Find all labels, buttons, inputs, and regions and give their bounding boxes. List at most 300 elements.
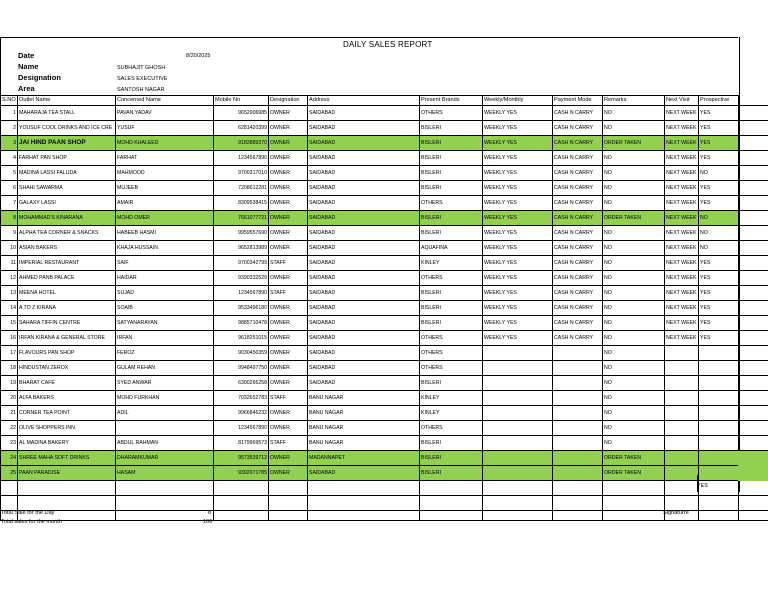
highlight-extension xyxy=(738,451,768,481)
table-row xyxy=(1,406,739,421)
next-visit-cell: NEXT WEEK xyxy=(665,241,699,256)
mobile-cell: 9948497750 xyxy=(214,361,269,376)
remarks-cell: NO xyxy=(603,376,665,391)
grid-extension-line xyxy=(738,135,768,136)
address-cell: SAIDABAD xyxy=(308,346,420,361)
frequency-cell xyxy=(483,406,553,421)
payment-cell: CASH N CARRY xyxy=(553,121,603,136)
frequency-cell: WEEKLY YES xyxy=(483,106,553,121)
mobile-cell: 9533496180 xyxy=(214,301,269,316)
prospective-cell: YES xyxy=(699,331,739,346)
designation-cell: OWNER xyxy=(269,166,308,181)
outlet-cell: A TO Z KIRANA xyxy=(18,301,116,316)
designation-cell: OWNER xyxy=(269,241,308,256)
brand-cell: BISLERI xyxy=(420,301,483,316)
prospective-cell: YES xyxy=(699,286,739,301)
address-cell: SAIDABAD xyxy=(308,151,420,166)
date-label: Date xyxy=(18,51,35,60)
outlet-cell: ALFA BAKERS xyxy=(18,391,116,406)
prospective-cell: NO xyxy=(699,211,739,226)
prospective-cell: YES xyxy=(699,301,739,316)
prospective-cell: YES xyxy=(699,316,739,331)
designation-cell: OWNER xyxy=(269,361,308,376)
concerned-cell: ADIL xyxy=(116,406,214,421)
column-header: Remarks xyxy=(603,96,665,106)
name-label: Name xyxy=(18,62,39,71)
payment-cell xyxy=(553,451,603,466)
mobile-cell: 6281420399 xyxy=(214,121,269,136)
empty-cell xyxy=(18,496,116,511)
address-cell: SAIDABAD xyxy=(308,121,420,136)
address-cell: SAIDABAD xyxy=(308,301,420,316)
designation-cell: OWNER xyxy=(269,196,308,211)
next-visit-cell: NEXT WEEK xyxy=(665,271,699,286)
serial-cell: 6 xyxy=(1,181,18,196)
remarks-cell: NO xyxy=(603,106,665,121)
payment-cell: CASH N CARRY xyxy=(553,256,603,271)
payment-cell: CASH N CARRY xyxy=(553,136,603,151)
prospective-cell xyxy=(699,406,739,421)
serial-cell: 18 xyxy=(1,361,18,376)
outlet-cell: AL MADINA BAKERY xyxy=(18,436,116,451)
table-row xyxy=(1,211,739,226)
concerned-cell: GULAM REHAN xyxy=(116,361,214,376)
next-visit-cell xyxy=(665,361,699,376)
frequency-cell: WEEKLY YES xyxy=(483,226,553,241)
payment-cell xyxy=(553,436,603,451)
remarks-cell: NO xyxy=(603,421,665,436)
payment-cell: CASH N CARRY xyxy=(553,301,603,316)
concerned-cell: SOAIB xyxy=(116,301,214,316)
table-row xyxy=(1,301,739,316)
mobile-cell: 9959557690 xyxy=(214,226,269,241)
outlet-cell: AHMED PANB PALACE xyxy=(18,271,116,286)
brand-cell: BISLERI xyxy=(420,376,483,391)
concerned-cell: MOHD KHALEED xyxy=(116,136,214,151)
frequency-cell xyxy=(483,421,553,436)
total-day-value: 8 xyxy=(208,510,212,516)
table-row xyxy=(1,331,739,346)
outlet-cell: FARHAT PAN SHOP xyxy=(18,151,116,166)
address-cell: SAIDABAD xyxy=(308,466,420,481)
remarks-cell: NO xyxy=(603,241,665,256)
table-row xyxy=(1,271,739,286)
grid-extension-line xyxy=(738,345,768,346)
outlet-cell: CORNER TEA POINT xyxy=(18,406,116,421)
frequency-cell: WEEKLY YES xyxy=(483,256,553,271)
brand-cell: KINLEY xyxy=(420,406,483,421)
payment-cell: CASH N CARRY xyxy=(553,166,603,181)
remarks-cell: ORDER TAKEN xyxy=(603,451,665,466)
next-visit-cell: NEXT WEEK xyxy=(665,226,699,241)
designation-cell: OWNER xyxy=(269,301,308,316)
grid-extension-line xyxy=(738,225,768,226)
concerned-cell: MUJEEB xyxy=(116,181,214,196)
concerned-cell xyxy=(116,421,214,436)
brand-cell: BISLERI xyxy=(420,466,483,481)
brand-cell: AQUAFINA xyxy=(420,241,483,256)
next-visit-cell: NEXT WEEK xyxy=(665,166,699,181)
concerned-cell: MAHMOOD xyxy=(116,166,214,181)
empty-cell xyxy=(699,511,739,521)
next-visit-cell xyxy=(665,406,699,421)
address-cell: SAIDABAD xyxy=(308,361,420,376)
next-visit-cell: NEXT WEEK xyxy=(665,301,699,316)
table-row xyxy=(1,391,739,406)
designation-cell: OWNER xyxy=(269,421,308,436)
serial-cell: 16 xyxy=(1,331,18,346)
grid-extension-line xyxy=(738,255,768,256)
mobile-cell: 1234567890 xyxy=(214,286,269,301)
next-visit-cell xyxy=(665,451,699,466)
empty-cell xyxy=(483,481,553,496)
concerned-cell: ABDUL RAHMAN xyxy=(116,436,214,451)
grid-extension-line xyxy=(738,240,768,241)
mobile-cell: 9700342799 xyxy=(214,256,269,271)
next-visit-cell: NEXT WEEK xyxy=(665,256,699,271)
concerned-cell: FARHAT xyxy=(116,151,214,166)
address-cell: SAIDABAD xyxy=(308,271,420,286)
frequency-cell xyxy=(483,451,553,466)
table-row xyxy=(1,181,739,196)
column-header: Concerned Name xyxy=(116,96,214,106)
date-value: 8/20/2025 xyxy=(186,53,211,59)
frequency-cell: WEEKLY YES xyxy=(483,136,553,151)
grid-extension-line xyxy=(738,195,768,196)
grid-extension-line xyxy=(738,375,768,376)
designation-cell: STAFF xyxy=(269,391,308,406)
serial-cell: 15 xyxy=(1,316,18,331)
frequency-cell xyxy=(483,436,553,451)
mobile-cell: 7032652783 xyxy=(214,391,269,406)
concerned-cell: IRFAN xyxy=(116,331,214,346)
payment-cell xyxy=(553,376,603,391)
empty-cell xyxy=(553,496,603,511)
grid-extension-line xyxy=(738,510,768,511)
frequency-cell xyxy=(483,466,553,481)
prospective-cell: YES xyxy=(699,196,739,211)
brand-cell: BISLERI xyxy=(420,121,483,136)
payment-cell: CASH N CARRY xyxy=(553,211,603,226)
prospective-cell xyxy=(699,391,739,406)
empty-cell xyxy=(214,496,269,511)
empty-cell xyxy=(553,511,603,521)
frequency-cell: WEEKLY YES xyxy=(483,286,553,301)
grid-extension-line xyxy=(738,210,768,211)
designation-cell: OWNER xyxy=(269,181,308,196)
grid-extension-line xyxy=(738,150,768,151)
remarks-cell: NO xyxy=(603,346,665,361)
prospective-cell xyxy=(699,421,739,436)
table-row xyxy=(1,106,739,121)
concerned-cell: HAIDAR xyxy=(116,271,214,286)
empty-cell xyxy=(214,481,269,496)
table-row xyxy=(1,421,739,436)
table-row xyxy=(1,196,739,211)
report-title: DAILY SALES REPORT xyxy=(343,40,433,49)
frequency-cell: WEEKLY YES xyxy=(483,166,553,181)
outlet-cell: MEENA HOTEL xyxy=(18,286,116,301)
payment-cell xyxy=(553,406,603,421)
prospective-cell: NO xyxy=(699,241,739,256)
empty-cell xyxy=(420,481,483,496)
designation-cell: STAFF xyxy=(269,256,308,271)
payment-cell: CASH N CARRY xyxy=(553,316,603,331)
address-cell: SAIDABAD xyxy=(308,166,420,181)
empty-cell xyxy=(603,511,665,521)
prospective-cell xyxy=(699,346,739,361)
column-header: Mobile No xyxy=(214,96,269,106)
address-cell: BANU NAGAR xyxy=(308,406,420,421)
total-day-label: Total Sale for the Day xyxy=(1,510,55,516)
serial-cell: 13 xyxy=(1,286,18,301)
concerned-cell: MOHD FURKHAN xyxy=(116,391,214,406)
serial-cell: 2 xyxy=(1,121,18,136)
prospective-cell xyxy=(699,436,739,451)
grid-extension-line xyxy=(738,270,768,271)
outlet-cell: SAHARA TIFFIN CENTRE xyxy=(18,316,116,331)
designation-label: Designation xyxy=(18,73,61,82)
table-row xyxy=(1,346,739,361)
table-row xyxy=(1,451,739,466)
designation-cell: OWNER xyxy=(269,151,308,166)
address-cell: BANU NAGAR xyxy=(308,436,420,451)
empty-cell xyxy=(269,511,308,521)
brand-cell: OTHERS xyxy=(420,106,483,121)
next-visit-cell xyxy=(665,391,699,406)
prospective-cell: YES xyxy=(699,256,739,271)
designation-cell: OWNER xyxy=(269,406,308,421)
outlet-cell: FLAVOURS PAN SHOP xyxy=(18,346,116,361)
outlet-cell: ASIAN BAKERS xyxy=(18,241,116,256)
table-row xyxy=(1,361,739,376)
prospective-cell: YES xyxy=(699,151,739,166)
mobile-cell: 9573539712 xyxy=(214,451,269,466)
designation-cell: STAFF xyxy=(269,436,308,451)
mobile-cell: 7208612281 xyxy=(214,181,269,196)
table-row xyxy=(1,466,739,481)
next-visit-cell: NEXT WEEK xyxy=(665,181,699,196)
trailing-yes: YES xyxy=(697,483,708,489)
serial-cell: 17 xyxy=(1,346,18,361)
concerned-cell: HABEEB HASMI xyxy=(116,226,214,241)
outlet-cell: SHAHI SAWARMA xyxy=(18,181,116,196)
empty-cell xyxy=(420,496,483,511)
remarks-cell: NO xyxy=(603,256,665,271)
grid-extension-line xyxy=(738,300,768,301)
designation-cell: OWNER xyxy=(269,331,308,346)
next-visit-cell xyxy=(665,421,699,436)
column-header: Payment Mode xyxy=(553,96,603,106)
mobile-cell: 9652813989 xyxy=(214,241,269,256)
empty-cell xyxy=(308,481,420,496)
frequency-cell: WEEKLY YES xyxy=(483,301,553,316)
designation-cell: OWNER xyxy=(269,106,308,121)
serial-cell: 8 xyxy=(1,211,18,226)
outlet-cell: HINDUSTAN ZEROX xyxy=(18,361,116,376)
next-visit-cell xyxy=(665,466,699,481)
concerned-cell: FEROZ xyxy=(116,346,214,361)
frequency-cell xyxy=(483,346,553,361)
payment-cell xyxy=(553,391,603,406)
serial-cell: 25 xyxy=(1,466,18,481)
brand-cell: BISLERI xyxy=(420,211,483,226)
next-visit-cell xyxy=(665,376,699,391)
brand-cell: KINLEY xyxy=(420,256,483,271)
designation-cell: OWNER xyxy=(269,451,308,466)
address-cell: BANU NAGAR xyxy=(308,391,420,406)
empty-cell xyxy=(116,481,214,496)
column-header: Outlet Name xyxy=(18,96,116,106)
mobile-cell: 9966846232 xyxy=(214,406,269,421)
concerned-cell: DHARAMKUMAR xyxy=(116,451,214,466)
brand-cell: BISLERI xyxy=(420,286,483,301)
serial-cell: 7 xyxy=(1,196,18,211)
brand-cell: BISLERI xyxy=(420,226,483,241)
area-value: SANTOSH NAGAR xyxy=(117,87,165,93)
designation-cell: OWNER xyxy=(269,346,308,361)
frequency-cell xyxy=(483,376,553,391)
concerned-cell: PAVAN YADAV xyxy=(116,106,214,121)
designation-cell: OWNER xyxy=(269,466,308,481)
outlet-cell: IMPERIAL RESTAURANT xyxy=(18,256,116,271)
payment-cell xyxy=(553,421,603,436)
prospective-cell: YES xyxy=(699,136,739,151)
empty-cell xyxy=(665,496,699,511)
serial-cell: 3 xyxy=(1,136,18,151)
grid-extension-line xyxy=(738,405,768,406)
remarks-cell: NO xyxy=(603,301,665,316)
outlet-cell: YOUSUF COOL DRINKS AND ICE CRE xyxy=(18,121,116,136)
remarks-cell: ORDER TAKEN xyxy=(603,466,665,481)
concerned-cell: AMAIR xyxy=(116,196,214,211)
grid-extension-line xyxy=(738,495,768,496)
frequency-cell: WEEKLY YES xyxy=(483,181,553,196)
serial-cell: 19 xyxy=(1,376,18,391)
remarks-cell: NO xyxy=(603,436,665,451)
table-row xyxy=(1,121,739,136)
serial-cell: 14 xyxy=(1,301,18,316)
payment-cell: CASH N CARRY xyxy=(553,106,603,121)
brand-cell: OTHERS xyxy=(420,421,483,436)
empty-cell xyxy=(603,496,665,511)
next-visit-cell: NEXT WEEK xyxy=(665,106,699,121)
remarks-cell: NO xyxy=(603,226,665,241)
brand-cell: BISLERI xyxy=(420,316,483,331)
empty-cell xyxy=(1,496,18,511)
mobile-cell: 9392071785 xyxy=(214,466,269,481)
address-cell: SAIDABAD xyxy=(308,211,420,226)
serial-cell: 5 xyxy=(1,166,18,181)
prospective-cell xyxy=(699,361,739,376)
empty-cell xyxy=(116,496,214,511)
remarks-cell: NO xyxy=(603,196,665,211)
mobile-cell: 8179969573 xyxy=(214,436,269,451)
area-label: Area xyxy=(18,84,35,93)
designation-cell: OWNER xyxy=(269,226,308,241)
prospective-cell: YES xyxy=(699,121,739,136)
prospective-cell: YES xyxy=(699,106,739,121)
prospective-cell xyxy=(699,466,739,481)
empty-cell xyxy=(269,496,308,511)
brand-cell: BISLERI xyxy=(420,181,483,196)
payment-cell: CASH N CARRY xyxy=(553,226,603,241)
frequency-cell: WEEKLY YES xyxy=(483,316,553,331)
address-cell: BANU NAGAR xyxy=(308,421,420,436)
brand-cell: BISLERI xyxy=(420,136,483,151)
frequency-cell xyxy=(483,361,553,376)
prospective-cell: NO xyxy=(699,166,739,181)
designation-cell: OWNER xyxy=(269,136,308,151)
next-visit-cell: NEXT WEEK xyxy=(665,331,699,346)
outlet-cell: JAI HIND PAAN SHOP xyxy=(18,136,116,151)
brand-cell: BISLERI xyxy=(420,166,483,181)
outlet-cell: MOHAMMAD'S KINARANA xyxy=(18,211,116,226)
table-row xyxy=(1,166,739,181)
column-header: Prospective xyxy=(699,96,739,106)
remarks-cell: NO xyxy=(603,151,665,166)
address-cell: SAIDABAD xyxy=(308,376,420,391)
frequency-cell: WEEKLY YES xyxy=(483,121,553,136)
designation-cell: STAFF xyxy=(269,286,308,301)
serial-cell: 4 xyxy=(1,151,18,166)
mobile-cell: 9390332529 xyxy=(214,271,269,286)
table-row xyxy=(1,286,739,301)
prospective-cell xyxy=(699,376,739,391)
remarks-cell: NO xyxy=(603,406,665,421)
address-cell: SAIDABAD xyxy=(308,196,420,211)
next-visit-cell: NEXT WEEK xyxy=(665,211,699,226)
brand-cell: OTHERS xyxy=(420,361,483,376)
prospective-cell: YES xyxy=(699,271,739,286)
payment-cell xyxy=(553,346,603,361)
outlet-cell: SHREE MAHA SOFT DRINKS xyxy=(18,451,116,466)
brand-cell: BISLERI xyxy=(420,436,483,451)
grid-extension-line xyxy=(738,315,768,316)
next-visit-cell: NEXT WEEK xyxy=(665,196,699,211)
serial-cell: 1 xyxy=(1,106,18,121)
empty-cell xyxy=(308,496,420,511)
payment-cell: CASH N CARRY xyxy=(553,196,603,211)
grid-extension-line xyxy=(738,435,768,436)
payment-cell: CASH N CARRY xyxy=(553,151,603,166)
address-cell: SAIDABAD xyxy=(308,286,420,301)
remarks-cell: NO xyxy=(603,181,665,196)
concerned-cell: MOHD OMER xyxy=(116,211,214,226)
payment-cell xyxy=(553,466,603,481)
column-header: Designation xyxy=(269,96,308,106)
address-cell: MADANNAPET xyxy=(308,451,420,466)
prospective-cell: NO xyxy=(699,226,739,241)
next-visit-cell xyxy=(665,436,699,451)
mobile-cell: 8309538415 xyxy=(214,196,269,211)
designation-value: SALES EXECUTIVE xyxy=(117,76,168,82)
mobile-cell: 9700317010 xyxy=(214,166,269,181)
concerned-cell: HASAM xyxy=(116,466,214,481)
remarks-cell: ORDER TAKEN xyxy=(603,211,665,226)
outlet-cell: MADINA LASSI FALUDA xyxy=(18,166,116,181)
serial-cell: 21 xyxy=(1,406,18,421)
address-cell: SAIDABAD xyxy=(308,226,420,241)
payment-cell: CASH N CARRY xyxy=(553,286,603,301)
remarks-cell: ORDER TAKEN xyxy=(603,136,665,151)
column-header: Weekly/Monthly xyxy=(483,96,553,106)
address-cell: SAIDABAD xyxy=(308,316,420,331)
grid-extension-line xyxy=(738,420,768,421)
empty-cell xyxy=(269,481,308,496)
payment-cell: CASH N CARRY xyxy=(553,241,603,256)
empty-row xyxy=(1,511,739,521)
